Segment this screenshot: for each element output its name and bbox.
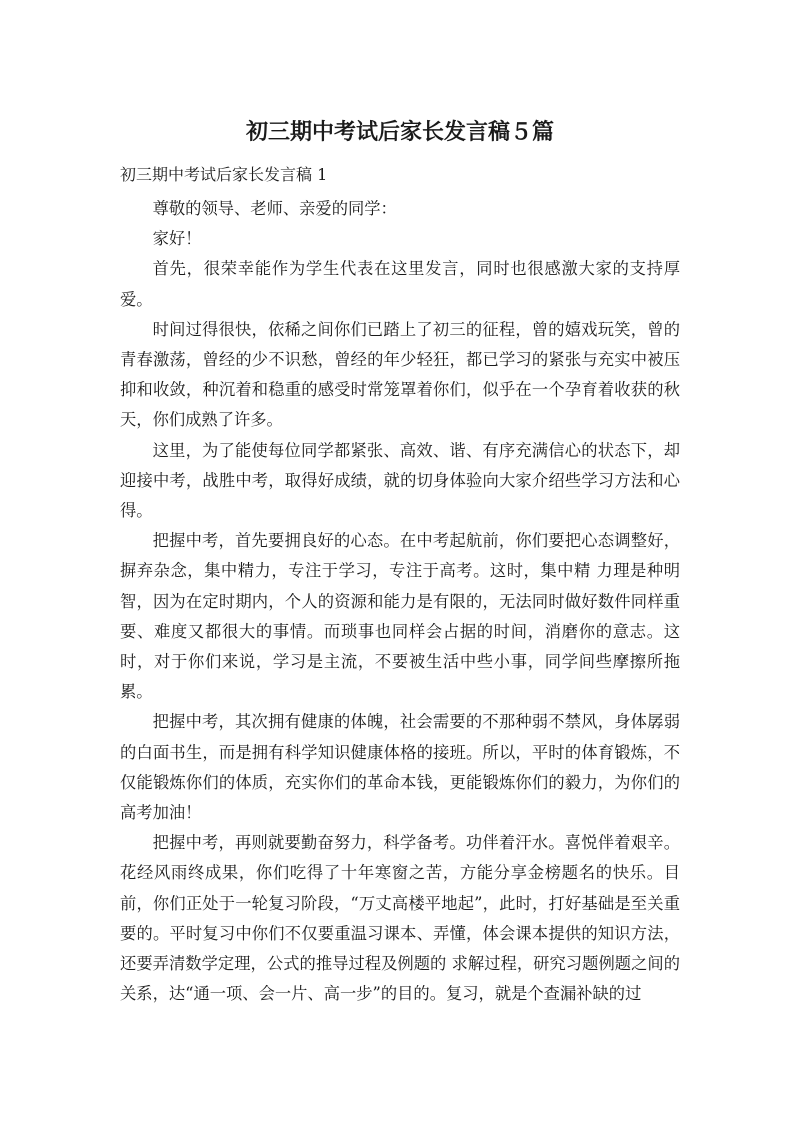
document-subtitle: 初三期中考试后家长发言稿 1 (120, 165, 328, 184)
paragraph-diligence: 把握中考，再则就要勤奋努力，科学备考。功伴着汗水。喜悦伴着艰辛。花经风雨终成果，你们吃得了十年寒窗之苦，方能分享金榜题名的快乐。目前，你们正处于一轮复习阶段，“万丈高楼平地起”，此时，打好基础是至关重要的。平时复习中你们不仅要重温习课本、弄懂，体会课本提供的知识方法，还要弄清数学定理，公式的推导过程及例题的 求解过程，研究习题例题之间的关系，达“通一项、会一片、高一步”的目的。复习，就是个查漏补缺的过 (120, 833, 680, 1004)
paragraph-health: 把握中考，其次拥有健康的体魄，社会需要的不那种弱不禁风，身体孱弱的白面书生，而是拥有科学知识健康体格的接班。所以，平时的体育锻炼，不仅能锻炼你们的体质，充实你们的革命本钱，更能锻炼你们的毅力，为你们的高考加油！ (120, 712, 680, 823)
paragraph-time: 时间过得很快，依稀之间你们已踏上了初三的征程，曾的嬉戏玩笑，曾的青春激荡，曾经的少不识愁，曾经的年少轻狂，都已学习的紧张与充实中被压抑和收敛，种沉着和稳重的感受时常笼罩着你们，似乎在一个孕育着收获的秋天，你们成熟了许多。 (120, 319, 680, 430)
paragraph-salutation: 尊敬的领导、老师、亲爱的同学： (152, 199, 397, 218)
paragraph-greeting: 家好！ (152, 229, 202, 249)
paragraph-mindset: 把握中考，首先要拥良好的心态。在中考起航前，你们要把心态调整好，摒弃杂念，集中精力，专注于学习，专注于高考。这时，集中精 力理是种明智，因为在定时期内，个人的资源和能力是有限的，无法同时做好数件同样重要、难度又都很大的事情。而琐事也同样会占据的时间，消磨你的意志。这时，对于你们来说，学习是主流，不要被生活中些小事，同学间些摩擦所拖累。 (120, 531, 680, 702)
document-title: 初三期中考试后家长发言稿５篇 (245, 120, 554, 145)
paragraph-purpose: 这里，为了能使每位同学都紧张、高效、谐、有序充满信心的状态下，却迎接中考，战胜中考，取得好成绩，就的切身体验向大家介绍些学习方法和心得。 (120, 440, 680, 521)
paragraph-opening: 首先，很荣幸能作为学生代表在这里发言，同时也很感激大家的支持厚爱。 (120, 259, 680, 309)
document-body (120, 194, 680, 1009)
